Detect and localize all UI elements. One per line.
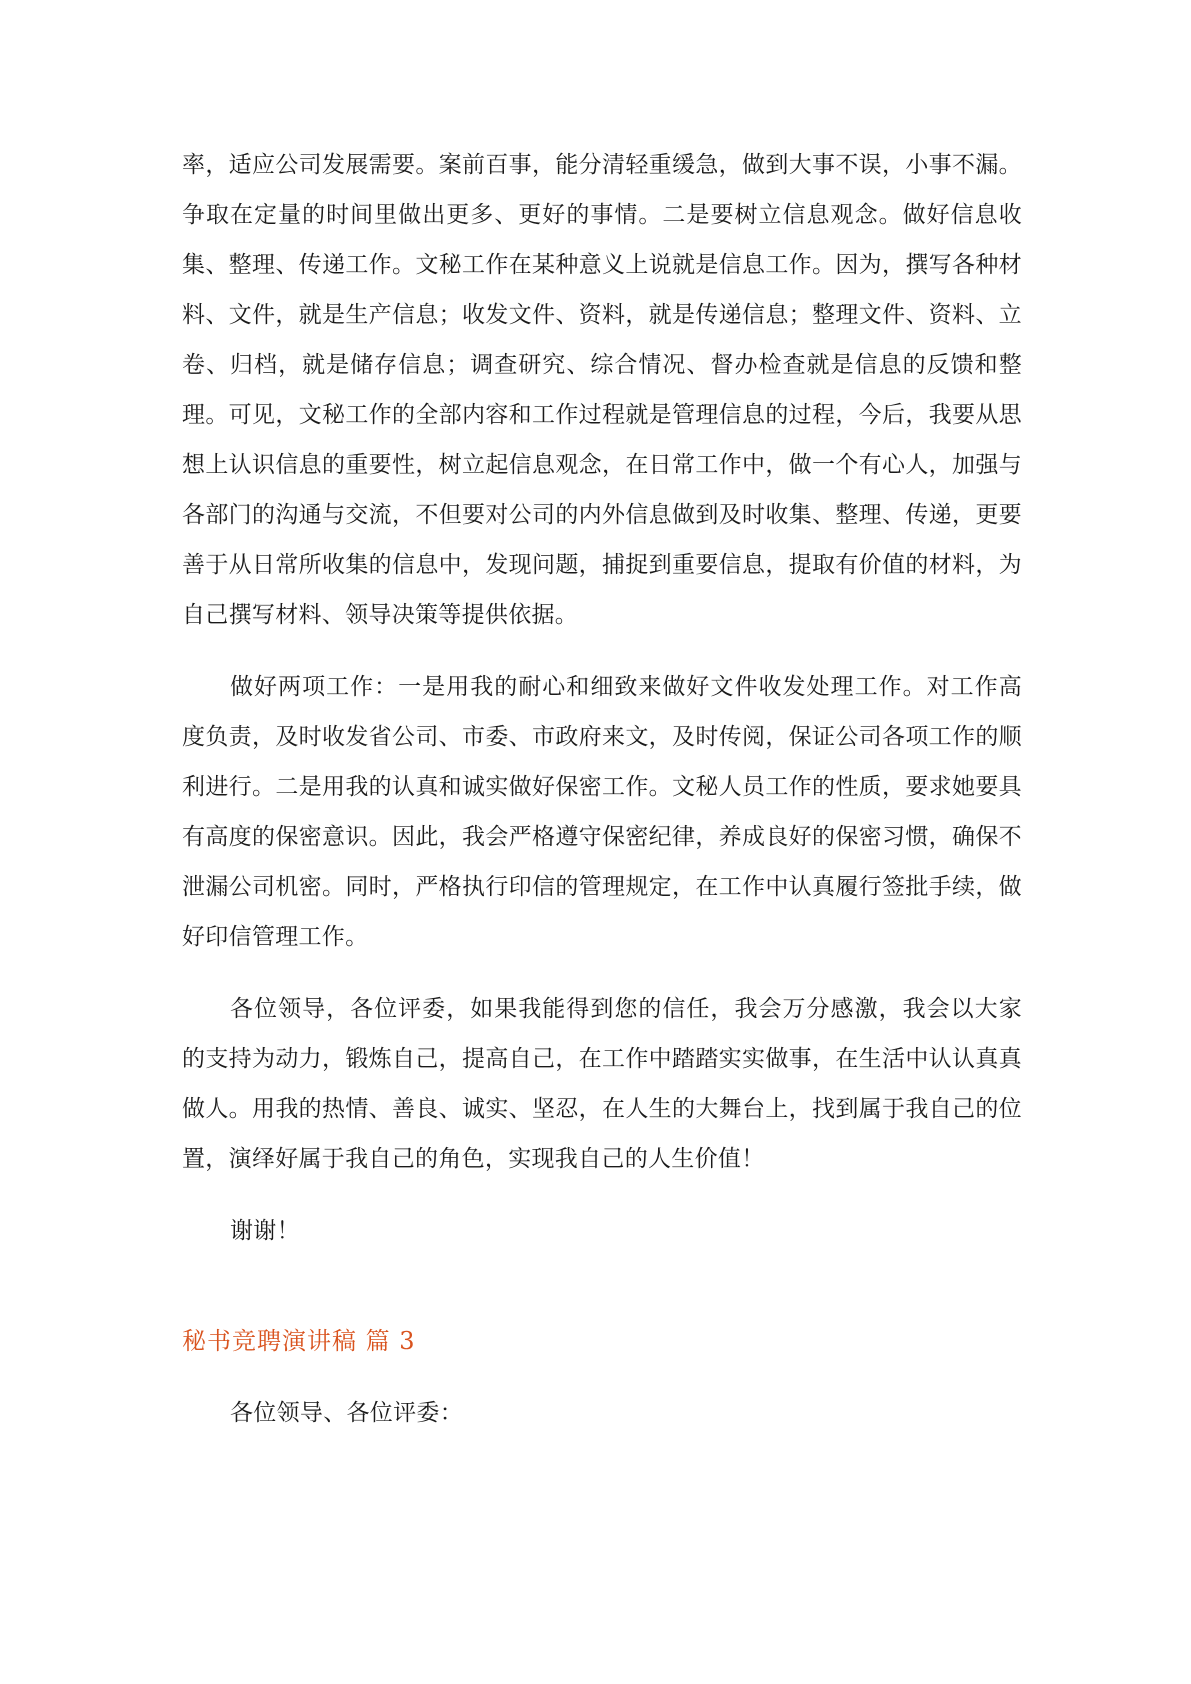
closing-thanks: 谢谢！ bbox=[230, 1218, 300, 1244]
greeting-line: 各位领导、各位评委： bbox=[230, 1400, 463, 1426]
section-heading: 秘书竞聘演讲稿 篇 3 bbox=[182, 1327, 416, 1355]
section-spacer bbox=[182, 1256, 1022, 1316]
body-paragraph-2: 做好两项工作：一是用我的耐心和细致来做好文件收发处理工作。对工作高度负责，及时收发省公司、市委、市政府来文，及时传阅，保证公司各项工作的顺利进行。二是用我的认真和诚实做好保密工作。文秘人员工作的性质，要求她要具有高度的保密意识。因此，我会严格遵守保密纪律，养成良好的保密习惯，确保不泄漏公司机密。同时，严格执行印信的管理规定，在工作中认真履行签批手续，做好印信管理工作。 bbox=[182, 674, 1022, 950]
paragraph-spacer bbox=[182, 640, 1022, 662]
body-paragraph-1: 率，适应公司发展需要。案前百事，能分清轻重缓急，做到大事不误，小事不漏。争取在定量的时间里做出更多、更好的事情。二是要树立信息观念。做好信息收集、整理、传递工作。文秘工作在某种意义上说就是信息工作。因为，撰写各种材料、文件，就是生产信息；收发文件、资料，就是传递信息；整理文件、资料、立卷、归档，就是储存信息；调查研究、综合情况、督办检查就是信息的反馈和整理。可见，文秘工作的全部内容和工作过程就是管理信息的过程，今后，我要从思想上认识信息的重要性，树立起信息观念，在日常工作中，做一个有心人，加强与各部门的沟通与交流，不但要对公司的内外信息做到及时收集、整理、传递，更要善于从日常所收集的信息中，发现问题，捕捉到重要信息，提取有价值的材料，为自己撰写材料、领导决策等提供依据。 bbox=[182, 152, 1022, 628]
document-page bbox=[182, 140, 1022, 1438]
paragraph-spacer bbox=[182, 1184, 1022, 1206]
body-paragraph-3: 各位领导，各位评委，如果我能得到您的信任，我会万分感激，我会以大家的支持为动力，锻炼自己，提高自己，在工作中踏踏实实做事，在生活中认认真真做人。用我的热情、善良、诚实、坚忍，在人生的大舞台上，找到属于我自己的位置，演绎好属于我自己的角色，实现我自己的人生价值！ bbox=[182, 996, 1022, 1172]
paragraph-spacer bbox=[182, 1366, 1022, 1388]
paragraph-spacer bbox=[182, 962, 1022, 984]
